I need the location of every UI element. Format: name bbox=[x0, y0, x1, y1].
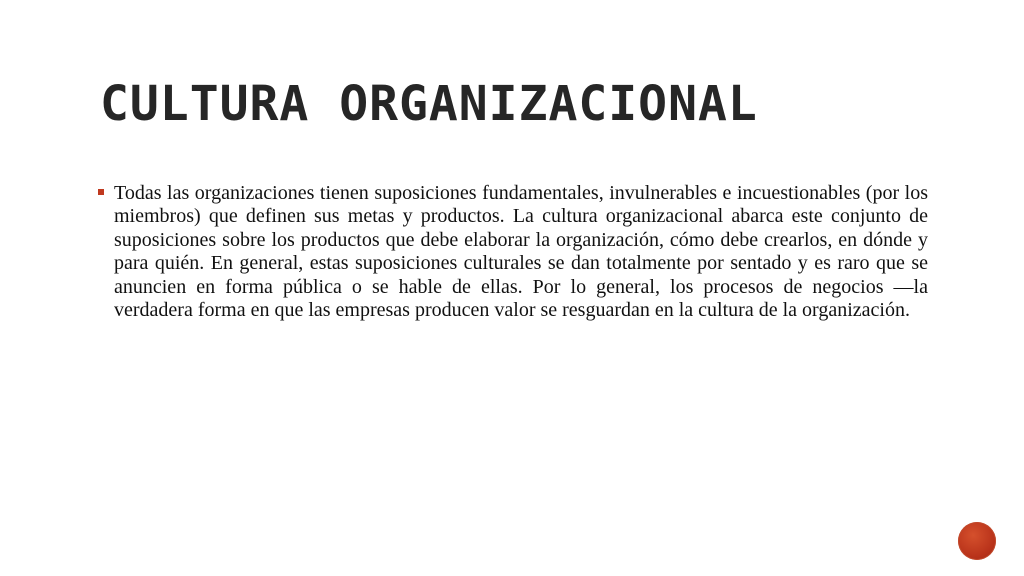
slide-title: CULTURA ORGANIZACIONAL bbox=[100, 76, 758, 132]
bullet-text: Todas las organizaciones tienen suposiciones fundamentales, invulnerables e incuestionables (por los miembros) que definen sus metas y productos. La cultura organizacional abarca este conjunto de suposiciones sobre los productos que debe elaborar la organización, cómo debe crearlos, en dónde y para quién. En general, estas suposiciones culturales se dan totalmente por sentado y es raro que se anuncien en forma pública o se hable de ellas. Por lo general, los procesos de negocios —la verdadera forma en que las empresas producen valor se resguardan en la cultura de la organización. bbox=[114, 182, 928, 322]
square-bullet-icon bbox=[98, 189, 104, 195]
bullet-item bbox=[98, 182, 928, 322]
slide-number-badge bbox=[958, 522, 996, 560]
